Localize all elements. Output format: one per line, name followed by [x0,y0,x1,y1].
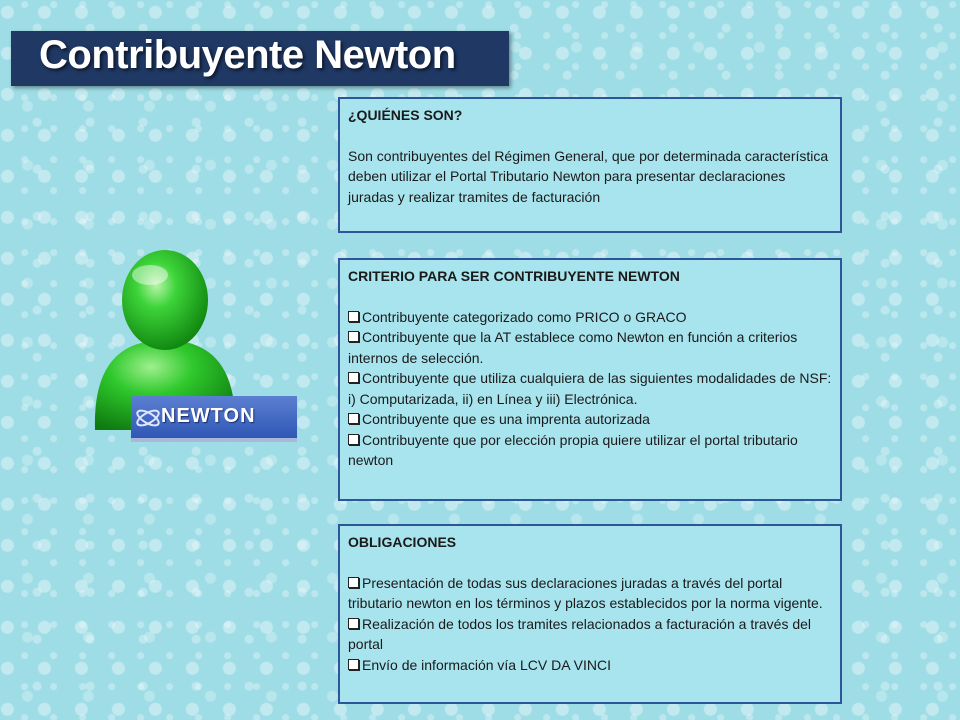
list-item: Contribuyente categorizado como PRICO o GRACO [348,307,832,328]
who-body: Son contribuyentes del Régimen General, que por determinada característica deben utilizar el Portal Tributario Newton para presentar declaraciones juradas y realizar tramites de facturación [348,147,829,205]
checkbox-bullet-icon [348,659,359,670]
list-item: Contribuyente que utiliza cualquiera de las siguientes modalidades de NSF: i) Computarizada, ii) en Línea y iii) Electrónica. [348,370,832,407]
obligations-list [348,573,832,676]
page-title: Contribuyente Newton [39,33,456,77]
list-item: Contribuyente que por elección propia quiere utilizar el portal tributario newton [348,431,798,468]
logo-text: NEWTON [161,405,256,427]
list-item: Realización de todos los tramites relacionados a facturación a través del portal [348,615,812,652]
list-item: Envío de información vía LCV DA VINCI [348,655,832,676]
checkbox-bullet-icon [348,618,359,629]
checkbox-bullet-icon [348,331,359,342]
who-heading: ¿QUIÉNES SON? [348,107,463,123]
newton-logo [131,396,297,442]
list-item: Contribuyente que es una imprenta autorizada [348,409,832,430]
criteria-box [338,258,842,501]
criteria-list [348,307,832,471]
criteria-heading: CRITERIO PARA SER CONTRIBUYENTE NEWTON [348,268,680,284]
checkbox-bullet-icon [348,413,359,424]
checkbox-bullet-icon [348,311,359,322]
checkbox-bullet-icon [348,434,359,445]
who-are-they-box [338,97,842,233]
title-banner [11,31,509,86]
obligations-heading: OBLIGACIONES [348,534,457,550]
atom-icon [135,404,161,432]
checkbox-bullet-icon [348,372,359,383]
list-item: Contribuyente que la AT establece como Newton en función a criterios internos de selección. [348,329,798,366]
list-item: Presentación de todas sus declaraciones juradas a través del portal tributario newton en los términos y plazos establecidos por la norma vigente. [348,574,823,611]
checkbox-bullet-icon [348,577,359,588]
obligations-box [338,524,842,704]
